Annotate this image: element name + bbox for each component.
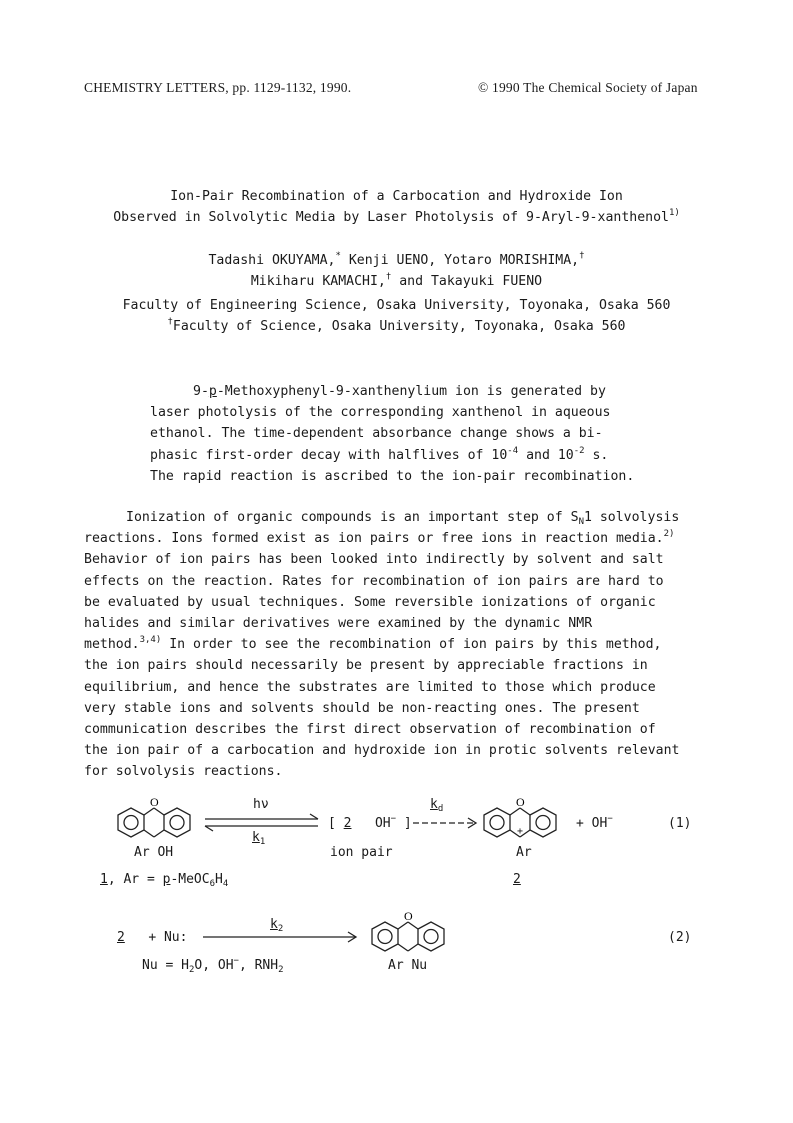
nucleophile-definition: $Nu = H_2O$, OH−, $RNH_2$ — [142, 956, 284, 975]
ion-pair-label: ion pair — [330, 845, 393, 860]
reaction-scheme-2 — [0, 905, 793, 985]
compound-2-label: 2 — [513, 872, 521, 887]
paper-title-line1: Ion-Pair Recombination of a Carbocation and Hydroxide Ion — [170, 189, 623, 204]
abstract: 9-p-Methoxyphenyl-9-xanthenylium ion is generated by laser photolysis of the corresponding xanthenol in aqueous ethanol. The time-dependent absorbance change shows a bi- phasic first-order decay with halflives of $10^{-4}$ and $10^{-2}$ s. The rapid reaction is ascribed to the ion-pair recombination. — [150, 384, 635, 484]
author-line2: Mikiharu KAMACHI,† and Takayuki FUENO — [250, 272, 543, 289]
ar-substituent: Ar — [516, 845, 532, 860]
hv-label: hν — [253, 797, 269, 812]
author-line1: Tadashi OKUYAMA,* Kenji UENO, Yotaro MORISHIMA,† — [208, 251, 585, 268]
journal-citation: CHEMISTRY LETTERS, pp. 1129-1132, 1990. — [84, 80, 352, 95]
k1-label: $k_1$ — [252, 830, 266, 847]
k2-label: $k_2$ — [270, 917, 284, 934]
adduct-structure — [372, 922, 444, 951]
kd-label: $k_d$ — [430, 797, 444, 814]
oxygen-label-3: O — [404, 909, 413, 923]
paper-title-line2: Observed in Solvolytic Media by Laser Photolysis of 9-Aryl-9-xanthenol$^{1)}$ — [113, 208, 680, 225]
ion-pair-bracket: [ 2 OH− ] — [328, 814, 412, 831]
affiliation-2: †Faculty of Science, Osaka University, Toyonaka, Osaka 560 — [167, 317, 626, 334]
equation-number-2: (2) — [668, 930, 692, 945]
oxygen-label-2: O — [516, 795, 525, 809]
compound-1-definition: 1, $Ar = p-MeOC_6H_4$ — [100, 872, 229, 889]
ar-nu-substituents: Ar Nu — [388, 958, 428, 973]
affiliation-1: Faculty of Engineering Science, Osaka University, Toyonaka, Osaka 560 — [122, 298, 671, 313]
xanthenol-structure — [118, 808, 190, 837]
copyright-notice: © 1990 The Chemical Society of Japan — [478, 80, 698, 95]
body-paragraph: Ionization of organic compounds is an important step of $S_N1$ solvolysis reactions. Ions formed exist as ion pairs or free ions in reaction media.$^{2)}$ Behavior of ion pairs has been looked into indirectly by solvent and salt effects on the reaction. Rates for recombination of ion pairs are hard to be evaluated by usual techniques. Some reversible ionizations of organic halides and similar derivatives were examined by the dynamic NMR method.$^{3,4)}$ In order to see the recombination of ion pairs by this method, the ion pairs should necessarily be present by appreciable fractions in equilibrium, and hence the substrates are limited to those which produce very stable ions and solvents should be non-reacting ones. The present communication describes the first direct observation of recombination of the ion pair of a carbocation and hydroxide ion in protic solvents relevant for solvolysis reactions. — [84, 510, 680, 780]
oxygen-label-1: O — [150, 795, 159, 809]
ar-oh-substituents: Ar OH — [134, 845, 174, 860]
hydroxide-product: + OH− — [576, 814, 613, 831]
equation-number-1: (1) — [668, 816, 692, 831]
cation-charge: + — [517, 826, 524, 837]
reactant-2: 2 + Nu: — [117, 930, 188, 945]
